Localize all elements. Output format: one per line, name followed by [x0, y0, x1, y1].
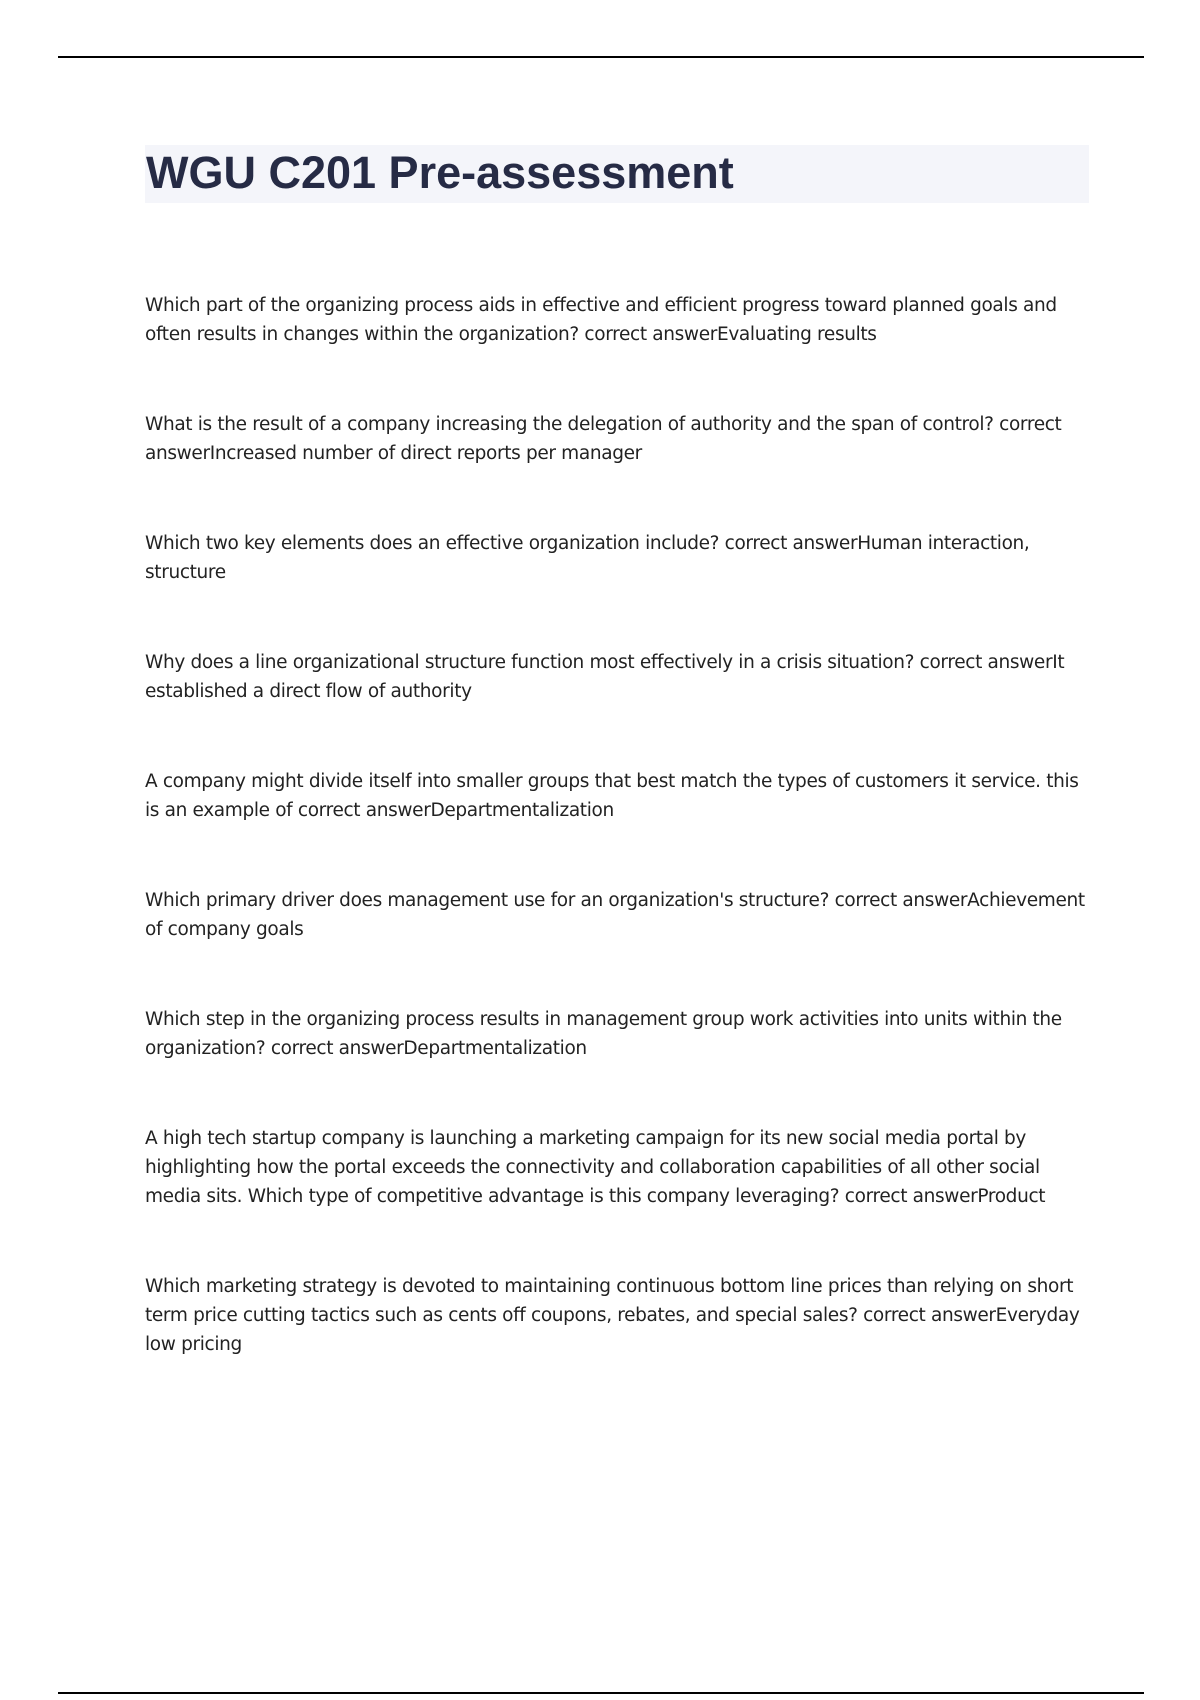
- bottom-rule: [58, 1692, 1144, 1694]
- qa-item-2: What is the result of a company increasing the delegation of authority and the span of control? correct answerIncreased number of direct reports per manager: [145, 414, 1062, 464]
- qa-item-4: Why does a line organizational structure function most effectively in a crisis situation? correct answerIt established a direct flow of authority: [145, 652, 1065, 702]
- qa-item-7: Which step in the organizing process results in management group work activities into units within the organization? correct answerDepartmentalization: [145, 1009, 1062, 1059]
- page-title: WGU C201 Pre-assessment: [146, 147, 734, 198]
- qa-item-8: A high tech startup company is launching a marketing campaign for its new social media portal by highlighting how the portal exceeds the connectivity and collaboration capabilities of all other social media sits. Which type of competitive advantage is this company leveraging? correct answerProduct: [145, 1128, 1046, 1207]
- qa-item-3: Which two key elements does an effective organization include? correct answerHuman interaction, structure: [145, 533, 1030, 583]
- qa-item-1: Which part of the organizing process aids in effective and efficient progress toward planned goals and often results in changes within the organization? correct answerEvaluating results: [145, 295, 1057, 345]
- qa-item-6: Which primary driver does management use for an organization's structure? correct answerAchievement of company goals: [145, 890, 1085, 940]
- top-rule: [58, 56, 1144, 58]
- qa-list: [145, 291, 1085, 1420]
- qa-item-5: A company might divide itself into smaller groups that best match the types of customers it service. this is an example of correct answerDepartmentalization: [145, 771, 1079, 821]
- qa-item-9: Which marketing strategy is devoted to maintaining continuous bottom line prices than relying on short term price cutting tactics such as cents off coupons, rebates, and special sales? correct answerEveryday low pricing: [145, 1276, 1080, 1355]
